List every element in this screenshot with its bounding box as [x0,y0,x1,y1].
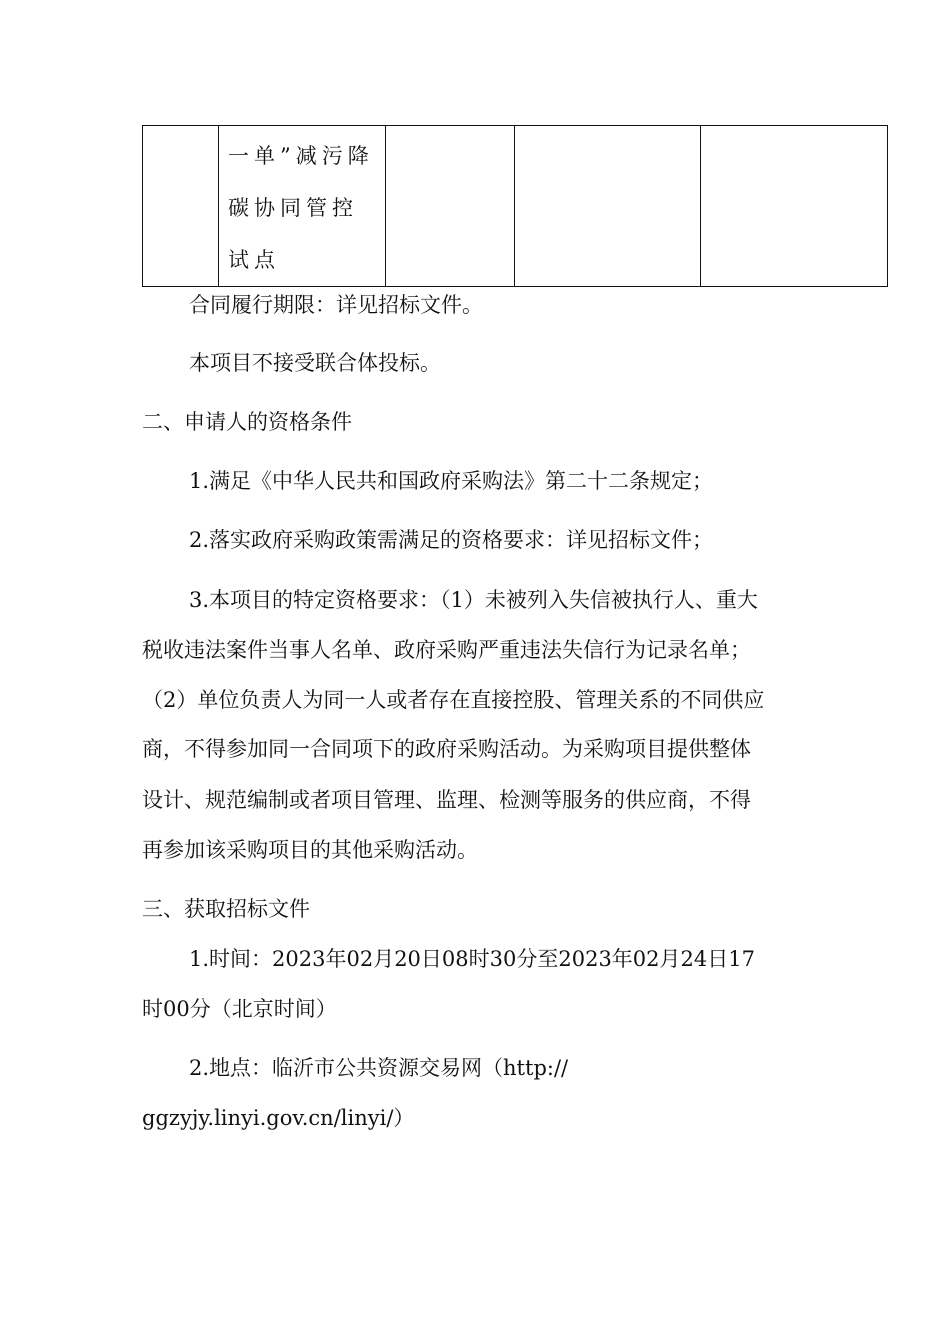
requirement-3-line: 3.本项目的特定资格要求：（1）未被列入失信被执行人、重大 [189,588,758,612]
contract-period-text: 合同履行期限：详见招标文件。 [189,293,483,317]
table-cell-index [143,126,219,287]
table-cell [515,126,701,287]
section-heading-qualifications: 二、申请人的资格条件 [142,410,352,434]
table-row [143,126,888,287]
table-cell-project-name: 一单”减污降碳协同管控试点 [219,126,386,287]
requirement-1: 1.满足《中华人民共和国政府采购法》第二十二条规定； [189,469,714,493]
place-line: 2.地点：临沂市公共资源交易网（http:// [189,1056,569,1080]
requirement-2: 2.落实政府采购政策需满足的资格要求：详见招标文件； [189,528,714,552]
no-consortium-text: 本项目不接受联合体投标。 [189,351,441,375]
table-cell [701,126,888,287]
requirement-3-line: 再参加该采购项目的其他采购活动。 [142,838,478,862]
requirement-3-line: （2）单位负责人为同一人或者存在直接控股、管理关系的不同供应 [142,688,765,712]
requirement-3-line: 设计、规范编制或者项目管理、监理、检测等服务的供应商，不得 [142,788,751,812]
time-line: 1.时间：2023年02月20日08时30分至2023年02月24日17 [189,947,755,971]
requirement-3-line: 商，不得参加同一合同项下的政府采购活动。为采购项目提供整体 [142,737,751,761]
table-cell [386,126,515,287]
requirement-3-line: 税收违法案件当事人名单、政府采购严重违法失信行为记录名单； [142,638,751,662]
time-line: 时00分（北京时间） [142,997,337,1021]
place-url: ggzyjy.linyi.gov.cn/linyi/） [142,1106,415,1130]
section-heading-obtain-documents: 三、获取招标文件 [142,897,310,921]
project-table-fragment [142,125,888,287]
